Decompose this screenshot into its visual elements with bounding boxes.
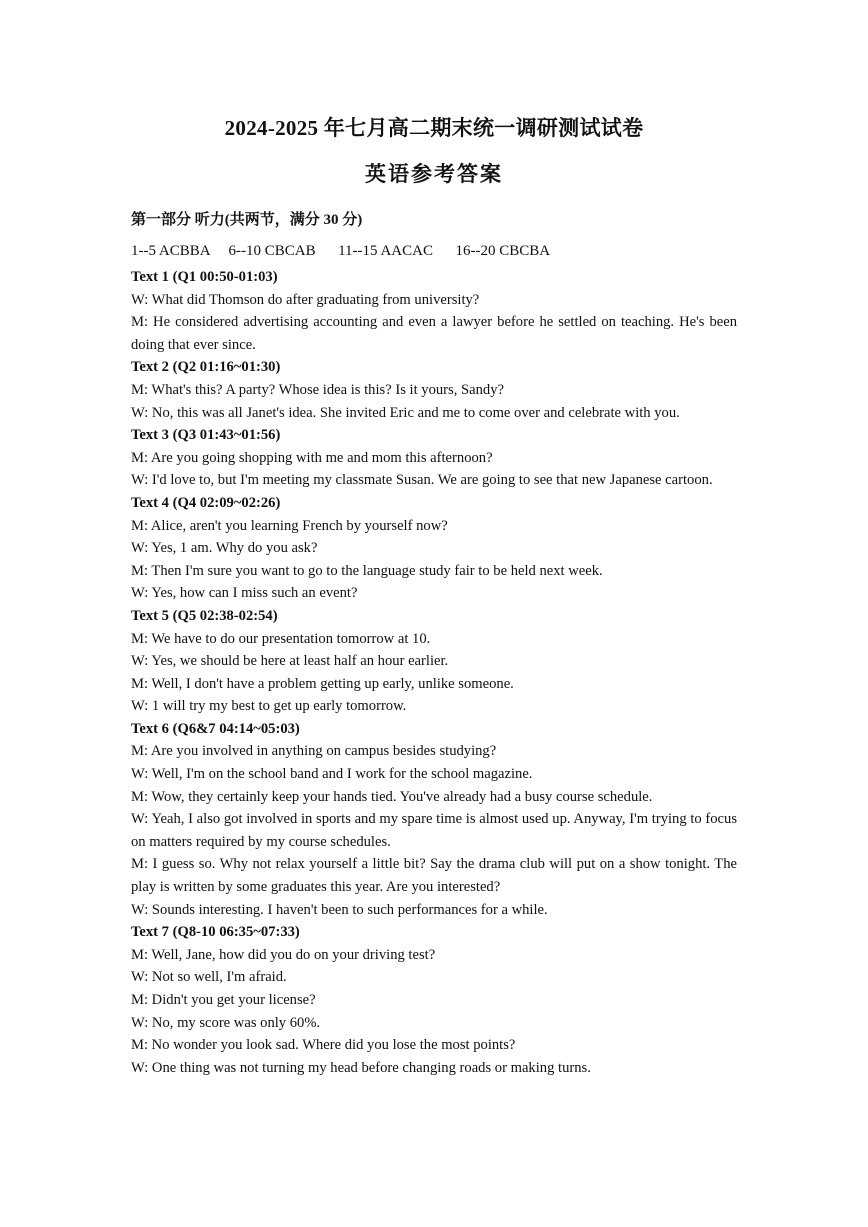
dialogue-line: M: Are you going shopping with me and mom this afternoon? [131,449,493,466]
dialogue-line: M: No wonder you look sad. Where did you lose the most points? [131,1037,516,1054]
document-title: 2024-2025 年七月高二期末统一调研测试试卷 [224,116,644,140]
dialogue-line: M: We have to do our presentation tomorrow at 10. [131,630,431,647]
dialogue-line: W: Yes, 1 am. Why do you ask? [131,540,318,557]
dialogue-line: W: Yes, how can I miss such an event? [131,585,358,602]
dialogue-line: W: No, my score was only 60%. [131,1014,321,1031]
dialogue-line: W: Yeah, I also got involved in sports and my spare time is almost used up. Anyway, I'm trying to focus on matters required by my course schedules. [131,811,737,850]
text-heading: Text 1 (Q1 00:50-01:03) [131,269,278,285]
dialogue-line: M: He considered advertising accounting and even a lawyer before he settled on teaching. He's been doing that ever since. [131,314,737,353]
text-heading: Text 7 (Q8-10 06:35~07:33) [131,924,300,941]
dialogue-line: M: I guess so. Why not relax yourself a little bit? Say the drama club will put on a show tonight. The play is written by some graduates this year. Are you interested? [131,856,737,896]
dialogue-line: M: Wow, they certainly keep your hands tied. You've already had a busy course schedule. [131,788,653,805]
dialogue-line: M: Alice, aren't you learning French by yourself now? [131,517,448,534]
text-heading: Text 6 (Q6&7 04:14~05:03) [131,720,300,737]
dialogue-line: M: Well, Jane, how did you do on your driving test? [131,946,436,963]
dialogue-line: M: Are you involved in anything on campus besides studying? [131,743,497,760]
dialogue-line: M: What's this? A party? Whose idea is this? Is it yours, Sandy? [131,381,504,398]
dialogue-line: W: 1 will try my best to get up early tomorrow. [131,698,407,715]
dialogue-line: W: What did Thomson do after graduating from university? [131,291,480,308]
answer-key-line: 1--5 ACBBA 6--10 CBCAB 11--15 AACAC 16--20 CBCBA [131,243,551,259]
dialogue-line: W: I'd love to, but I'm meeting my classmate Susan. We are going to see that new Japanese cartoon. [131,472,713,489]
section-title: 第一部分 听力(共两节，满分 30 分) [131,212,363,228]
dialogue-line: M: Didn't you get your license? [131,992,316,1008]
dialogue-line: W: Sounds interesting. I haven't been to such performances for a while. [131,901,548,918]
transcript-body [131,266,737,1079]
text-heading: Text 4 (Q4 02:09~02:26) [131,494,281,511]
dialogue-line: M: Well, I don't have a problem getting up early, unlike someone. [131,675,514,692]
text-heading: Text 2 (Q2 01:16~01:30) [131,359,281,376]
dialogue-line: W: Well, I'm on the school band and I work for the school magazine. [131,766,533,783]
dialogue-line: W: Not so well, I'm afraid. [131,969,287,986]
text-heading: Text 5 (Q5 02:38-02:54) [131,607,278,624]
dialogue-line: M: Then I'm sure you want to go to the language study fair to be held next week. [131,562,603,579]
text-heading: Text 3 (Q3 01:43~01:56) [131,427,281,444]
dialogue-line: W: No, this was all Janet's idea. She invited Eric and me to come over and celebrate with you. [131,404,680,421]
dialogue-line: W: Yes, we should be here at least half an hour earlier. [131,653,449,670]
dialogue-line: W: One thing was not turning my head before changing roads or making turns. [131,1059,591,1076]
document-subtitle: 英语参考答案 [365,162,503,186]
